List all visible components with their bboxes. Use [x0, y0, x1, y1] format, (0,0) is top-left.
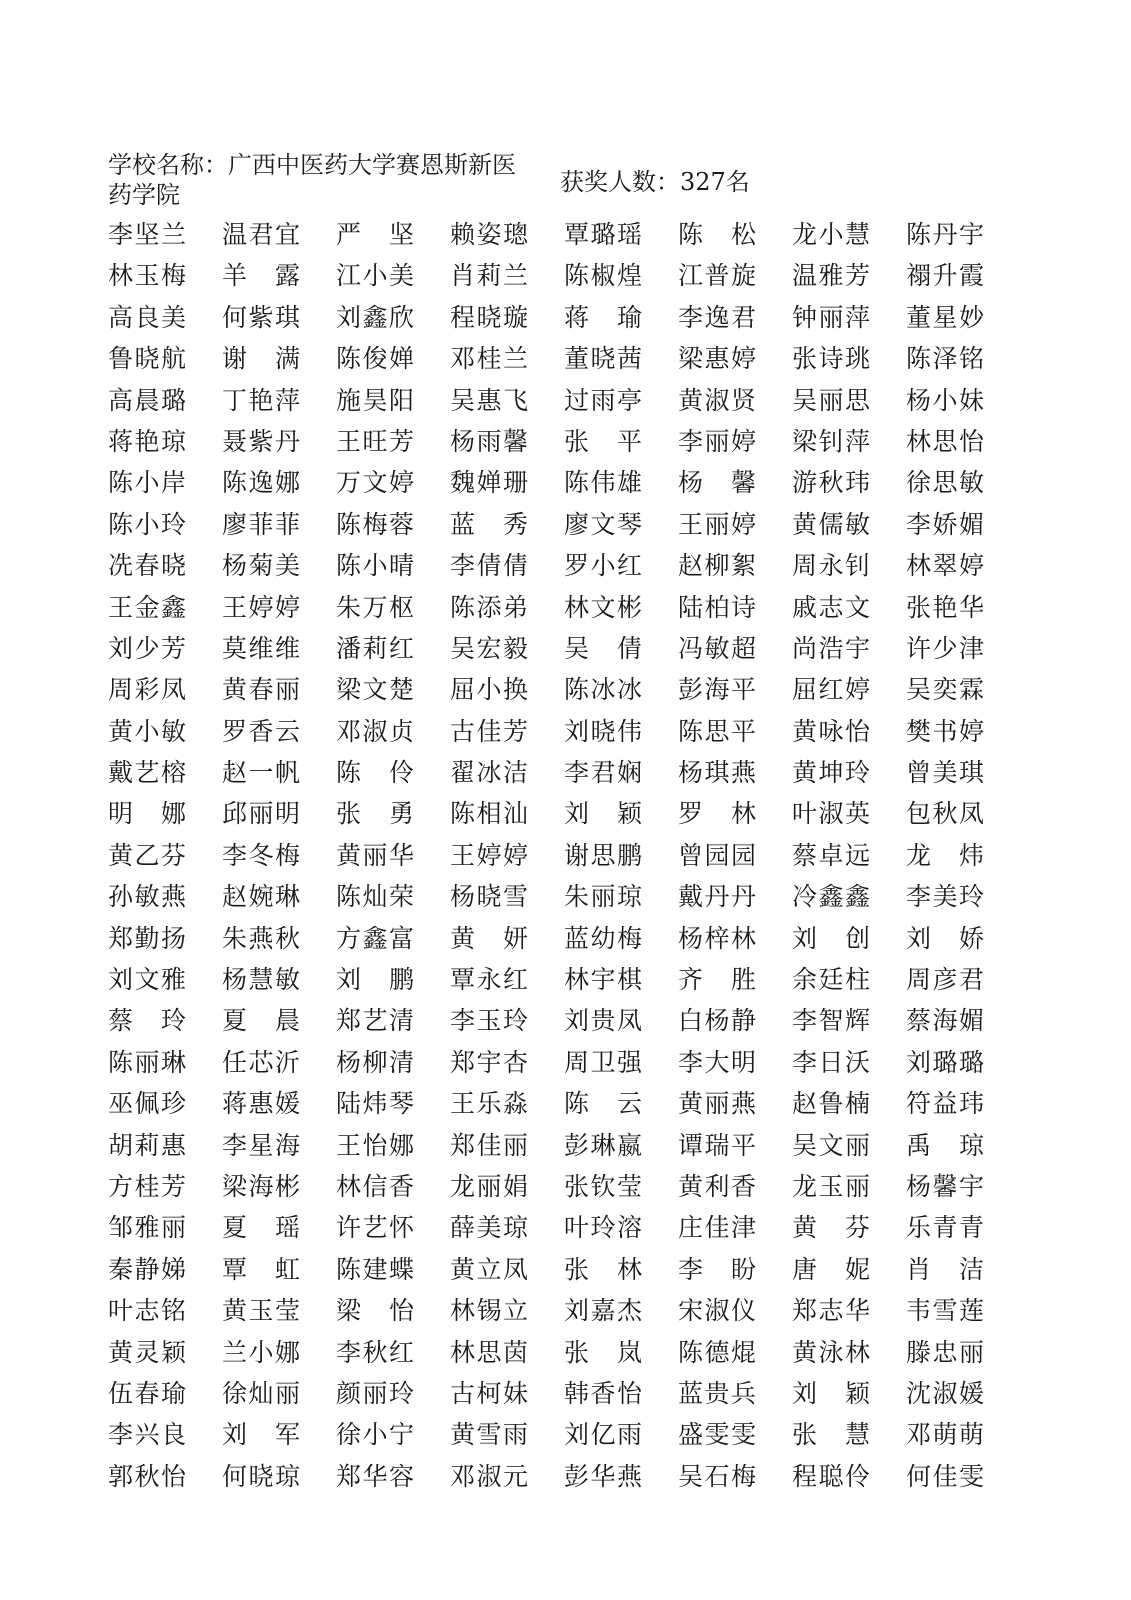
document-header: [108, 150, 1008, 214]
awardee-name: 黄咏怡: [792, 716, 870, 746]
awardee-name: 黄丽华: [336, 840, 414, 870]
awardee-name: 王丽婷: [678, 509, 756, 539]
awardee-name: 滕忠丽: [906, 1337, 984, 1367]
awardee-name: 赵柳絮: [678, 551, 756, 581]
awardee-name: 黄雪雨: [450, 1420, 528, 1450]
awardee-name: 刘 军: [222, 1420, 300, 1450]
awardee-name: 徐灿丽: [222, 1378, 300, 1408]
awardee-name: 梁海彬: [222, 1171, 300, 1201]
awardee-name: 李星海: [222, 1130, 300, 1160]
awardee-name: 肖莉兰: [450, 261, 528, 291]
awardee-name: 彭琳嬴: [564, 1130, 642, 1160]
awardee-name: 刘 颖: [792, 1378, 870, 1408]
awardee-name: 陈小玲: [108, 509, 186, 539]
awardee-name: 余廷柱: [792, 965, 870, 995]
awardee-name: 乐青青: [906, 1213, 984, 1243]
awardee-name: 肖 洁: [906, 1254, 984, 1284]
awardee-name: 温君宜: [222, 220, 300, 249]
awardee-name: 谭瑞平: [678, 1130, 756, 1160]
awardee-name: 蓝贵兵: [678, 1378, 756, 1408]
awardee-name: 郑艺清: [336, 1006, 414, 1036]
awardee-name: 郑志华: [792, 1296, 870, 1326]
awardee-name: 叶志铭: [108, 1296, 186, 1326]
awardee-name: 盛雯雯: [678, 1420, 756, 1450]
awardee-name: 王怡娜: [336, 1130, 414, 1160]
awardee-name: 吴 倩: [564, 633, 642, 663]
awardee-name: 刘 颖: [564, 799, 642, 829]
awardee-name: 郑宇杏: [450, 1047, 528, 1077]
awardee-name: 钟丽萍: [792, 302, 870, 332]
awardee-name: 董星妙: [906, 302, 984, 332]
awardee-name: 冼春晓: [108, 551, 186, 581]
awardee-name: 蔡卓远: [792, 840, 870, 870]
awardee-name: 龙小慧: [792, 220, 870, 249]
awardee-name: 许艺怀: [336, 1213, 414, 1243]
awardee-name: 蔡海媚: [906, 1006, 984, 1036]
awardee-name: 戴丹丹: [678, 882, 756, 912]
awardee-name: 赵鲁楠: [792, 1089, 870, 1119]
awardee-name: 周永钊: [792, 551, 870, 581]
awardee-name: 梁 怡: [336, 1296, 414, 1326]
awardee-name: 陈德焜: [678, 1337, 756, 1367]
awardee-name: 林宇棋: [564, 965, 642, 995]
awardee-name: 刘璐璐: [906, 1047, 984, 1077]
awardee-name: 谢思鹏: [564, 840, 642, 870]
awardee-name: 李冬梅: [222, 840, 300, 870]
awardee-name: 莫维维: [222, 633, 300, 663]
awardee-name: 罗香云: [222, 716, 300, 746]
awardee-name: 杨馨宇: [906, 1171, 984, 1201]
awardee-name: 刘鑫欣: [336, 302, 414, 332]
awardee-name: 颜丽玲: [336, 1378, 414, 1408]
awardee-name: 杨晓雪: [450, 882, 528, 912]
awardee-name: 屈小换: [450, 675, 528, 705]
awardee-name: 曾园园: [678, 840, 756, 870]
awardee-name: 林翠婷: [906, 551, 984, 581]
awardee-name: 陈伟雄: [564, 468, 642, 498]
awardee-name: 古佳芳: [450, 716, 528, 746]
awardee-name: 白杨静: [678, 1006, 756, 1036]
awardee-name: 杨小妹: [906, 385, 984, 415]
awardee-name: 黄坤玲: [792, 758, 870, 788]
awardee-name: 羊 露: [222, 261, 300, 291]
awardee-name: 戴艺榕: [108, 758, 186, 788]
awardee-name: 吴文丽: [792, 1130, 870, 1160]
awardee-name: 周彦君: [906, 965, 984, 995]
awardee-name: 陆柏诗: [678, 592, 756, 622]
awardee-name: 蒋艳琼: [108, 426, 186, 456]
awardee-name: 邓桂兰: [450, 344, 528, 374]
awardee-name: 朱万枢: [336, 592, 414, 622]
awardee-name: 施昊阳: [336, 385, 414, 415]
awardee-name: 方桂芳: [108, 1171, 186, 1201]
awardee-name: 李玉玲: [450, 1006, 528, 1036]
awardee-name: 明 娜: [108, 799, 186, 829]
awardee-name: 戚志文: [792, 592, 870, 622]
awardee-name: 陈 云: [564, 1089, 642, 1119]
awardee-name: 黄儒敏: [792, 509, 870, 539]
awardee-name: 林思怡: [906, 426, 984, 456]
awardee-name: 刘 创: [792, 923, 870, 953]
awardee-name: 李逸君: [678, 302, 756, 332]
awardee-name: 庄佳津: [678, 1213, 756, 1243]
awardee-name: 古柯妹: [450, 1378, 528, 1408]
awardee-name: 徐思敏: [906, 468, 984, 498]
awardee-name: 陆炜琴: [336, 1089, 414, 1119]
awardee-name: 何佳雯: [906, 1461, 984, 1491]
awardee-name: 宋淑仪: [678, 1296, 756, 1326]
awardee-name: 李丽婷: [678, 426, 756, 456]
awardee-name: 吴宏毅: [450, 633, 528, 663]
awardee-name: 张 岚: [564, 1337, 642, 1367]
awardee-name: 郑华容: [336, 1461, 414, 1491]
awardee-name: 张 勇: [336, 799, 414, 829]
awardee-name: 覃永红: [450, 965, 528, 995]
awardee-name: 赵婉琳: [222, 882, 300, 912]
awardee-name: 谢 满: [222, 344, 300, 374]
awardee-name: 何晓琼: [222, 1461, 300, 1491]
awardee-name: 任芯沂: [222, 1047, 300, 1077]
awardee-name: 吴奕霖: [906, 675, 984, 705]
awardee-name: 杨菊美: [222, 551, 300, 581]
awardee-name: 吴惠飞: [450, 385, 528, 415]
awardee-name: 严 坚: [336, 220, 414, 249]
awardee-name: 刘 鹏: [336, 965, 414, 995]
awardee-name: 周卫强: [564, 1047, 642, 1077]
awardee-name: 陈 松: [678, 220, 756, 249]
awardee-name: 刘晓伟: [564, 716, 642, 746]
awardee-name: 郑勤扬: [108, 923, 186, 953]
awardee-name: 许少津: [906, 633, 984, 663]
awardee-name: 蒋惠媛: [222, 1089, 300, 1119]
awardee-name: 林思茵: [450, 1337, 528, 1367]
awardee-name: 张 慧: [792, 1420, 870, 1450]
awardee-name: 王旺芳: [336, 426, 414, 456]
awardee-name: 秦静娣: [108, 1254, 186, 1284]
awardee-name: 陈建蝶: [336, 1254, 414, 1284]
awardee-name: 高良美: [108, 302, 186, 332]
awardee-name: 杨雨馨: [450, 426, 528, 456]
awardee-name: 陈泽铭: [906, 344, 984, 374]
awardee-name: 唐 妮: [792, 1254, 870, 1284]
awardee-name: 刘亿雨: [564, 1420, 642, 1450]
awardee-name: 刘贵凤: [564, 1006, 642, 1036]
awardee-name: 程聪伶: [792, 1461, 870, 1491]
awardee-name: 张钦莹: [564, 1171, 642, 1201]
awardee-name: 李秋红: [336, 1337, 414, 1367]
awardee-name: 夏 瑶: [222, 1213, 300, 1243]
awardee-name: 叶淑英: [792, 799, 870, 829]
awardee-name: 李智辉: [792, 1006, 870, 1036]
awardee-name: 邓淑贞: [336, 716, 414, 746]
awardee-name: 李 盼: [678, 1254, 756, 1284]
awardee-name: 魏婵珊: [450, 468, 528, 498]
awardee-name: 张诗珧: [792, 344, 870, 374]
awardee-name: 黄淑贤: [678, 385, 756, 415]
awardee-name: 罗 林: [678, 799, 756, 829]
awardee-name: 龙 炜: [906, 840, 984, 870]
awardee-name: 薛美琼: [450, 1213, 528, 1243]
awardee-name: 陈小岸: [108, 468, 186, 498]
award-count: 获奖人数：327名: [560, 168, 750, 196]
awardee-name: 黄玉莹: [222, 1296, 300, 1326]
awardee-name: 陈椒煌: [564, 261, 642, 291]
awardee-name: 彭海平: [678, 675, 756, 705]
awardee-name: 郭秋怡: [108, 1461, 186, 1491]
awardee-name: 李娇媚: [906, 509, 984, 539]
awardee-name: 刘 娇: [906, 923, 984, 953]
awardee-name: 巫佩珍: [108, 1089, 186, 1119]
awardee-name: 黄灵颖: [108, 1337, 186, 1367]
awardee-name: 黄泳林: [792, 1337, 870, 1367]
awardee-name: 林文彬: [564, 592, 642, 622]
awardee-name: 蓝幼梅: [564, 923, 642, 953]
awardee-name: 吴石梅: [678, 1461, 756, 1491]
awardee-name: 程晓璇: [450, 302, 528, 332]
awardee-name: 孙敏燕: [108, 882, 186, 912]
awardee-name: 刘文雅: [108, 965, 186, 995]
awardee-name: 温雅芳: [792, 261, 870, 291]
awardee-name: 黄春丽: [222, 675, 300, 705]
awardee-name: 陈思平: [678, 716, 756, 746]
awardee-name: 赵一帆: [222, 758, 300, 788]
awardee-name: 高晨璐: [108, 385, 186, 415]
awardee-name: 刘嘉杰: [564, 1296, 642, 1326]
awardee-name: 梁文楚: [336, 675, 414, 705]
school-name-line-1: 学校名称：广西中医药大学赛恩斯新医: [108, 151, 516, 179]
awardee-name: 鲁晓航: [108, 344, 186, 374]
awardee-name: 陈灿荣: [336, 882, 414, 912]
awardee-name: 聂紫丹: [222, 426, 300, 456]
awardee-name: 廖文琴: [564, 509, 642, 539]
awardee-name: 林玉梅: [108, 261, 186, 291]
awardee-name: 何紫琪: [222, 302, 300, 332]
awardee-name: 朱丽琼: [564, 882, 642, 912]
awardee-name: 杨琪燕: [678, 758, 756, 788]
awardee-name: 黄利香: [678, 1171, 756, 1201]
awardee-name: 李大明: [678, 1047, 756, 1077]
awardee-name: 陈冰冰: [564, 675, 642, 705]
awardee-name: 朱燕秋: [222, 923, 300, 953]
awardee-name: 李倩倩: [450, 551, 528, 581]
awardee-name: 李日沃: [792, 1047, 870, 1077]
awardee-name: 尚浩宇: [792, 633, 870, 663]
awardee-name: 齐 胜: [678, 965, 756, 995]
awardee-name: 冷鑫鑫: [792, 882, 870, 912]
awardee-name: 郑佳丽: [450, 1130, 528, 1160]
awardee-name: 李美玲: [906, 882, 984, 912]
awardee-name: 王金鑫: [108, 592, 186, 622]
awardee-name: 胡莉惠: [108, 1130, 186, 1160]
awardee-name: 林锡立: [450, 1296, 528, 1326]
awardee-name: 邹雅丽: [108, 1213, 186, 1243]
awardee-name: 兰小娜: [222, 1337, 300, 1367]
awardee-name: 李坚兰: [108, 220, 186, 249]
awardee-name: 梁钊萍: [792, 426, 870, 456]
awardee-name: 吴丽思: [792, 385, 870, 415]
awardee-name: 禹 琼: [906, 1130, 984, 1160]
awardee-name: 叶玲溶: [564, 1213, 642, 1243]
awardee-name: 杨慧敏: [222, 965, 300, 995]
awardee-name: 覃 虹: [222, 1254, 300, 1284]
awardee-name: 王婷婷: [222, 592, 300, 622]
awardee-name: 赖姿璁: [450, 220, 528, 249]
awardee-name: 冯敏超: [678, 633, 756, 663]
awardee-name: 覃璐瑶: [564, 220, 642, 249]
awardee-name: 韩香怡: [564, 1378, 642, 1408]
awardee-name: 沈淑媛: [906, 1378, 984, 1408]
awardee-name: 龙玉丽: [792, 1171, 870, 1201]
awardee-name: 黄乙芬: [108, 840, 186, 870]
awardee-name: 杨 馨: [678, 468, 756, 498]
awardee-name: 陈丹宇: [906, 220, 984, 249]
awardee-name: 游秋玮: [792, 468, 870, 498]
awardee-name: 陈俊婵: [336, 344, 414, 374]
awardee-name: 曾美琪: [906, 758, 984, 788]
awardee-name: 张 林: [564, 1254, 642, 1284]
awardee-name: 王乐淼: [450, 1089, 528, 1119]
awardee-name: 廖菲菲: [222, 509, 300, 539]
awardee-name: 邱丽明: [222, 799, 300, 829]
awardee-name: 禤升霞: [906, 261, 984, 291]
awardee-name: 翟冰洁: [450, 758, 528, 788]
awardee-name: 陈小晴: [336, 551, 414, 581]
awardee-name: 黄 妍: [450, 923, 528, 953]
awardee-name: 韦雪莲: [906, 1296, 984, 1326]
awardee-name: 潘莉红: [336, 633, 414, 663]
awardee-name: 万文婷: [336, 468, 414, 498]
awardee-name: 蒋 瑜: [564, 302, 642, 332]
awardee-name: 黄立凤: [450, 1254, 528, 1284]
awardee-name: 王婷婷: [450, 840, 528, 870]
awardee-name-grid: [108, 217, 1008, 1500]
awardee-name: 包秋凤: [906, 799, 984, 829]
awardee-name: 邓萌萌: [906, 1420, 984, 1450]
awardee-name: 蓝 秀: [450, 509, 528, 539]
awardee-name: 夏 晨: [222, 1006, 300, 1036]
awardee-name: 龙丽娟: [450, 1171, 528, 1201]
awardee-name: 李兴良: [108, 1420, 186, 1450]
awardee-name: 徐小宁: [336, 1420, 414, 1450]
awardee-name: 刘少芳: [108, 633, 186, 663]
awardee-name: 江普旋: [678, 261, 756, 291]
awardee-name: 董晓茜: [564, 344, 642, 374]
school-name: [108, 150, 560, 210]
awardee-name: 周彩凤: [108, 675, 186, 705]
awardee-name: 张 平: [564, 426, 642, 456]
awardee-name: 伍春瑜: [108, 1378, 186, 1408]
awardee-name: 陈梅蓉: [336, 509, 414, 539]
awardee-name: 过雨亭: [564, 385, 642, 415]
awardee-name: 屈红婷: [792, 675, 870, 705]
awardee-name: 张艳华: [906, 592, 984, 622]
awardee-name: 杨柳清: [336, 1047, 414, 1077]
awardee-name: 陈逸娜: [222, 468, 300, 498]
awardee-name: 江小美: [336, 261, 414, 291]
awardee-name: 陈添弟: [450, 592, 528, 622]
awardee-name: 符益玮: [906, 1089, 984, 1119]
awardee-name: 陈丽琳: [108, 1047, 186, 1077]
awardee-name: 黄小敏: [108, 716, 186, 746]
awardee-name: 李君娴: [564, 758, 642, 788]
awardee-name: 樊书婷: [906, 716, 984, 746]
awardee-name: 黄 芬: [792, 1213, 870, 1243]
awardee-name: 罗小红: [564, 551, 642, 581]
awardee-name: 蔡 玲: [108, 1006, 186, 1036]
awardee-name: 杨梓林: [678, 923, 756, 953]
school-name-line-2: 药学院: [108, 181, 180, 209]
awardee-name: 彭华燕: [564, 1461, 642, 1491]
awardee-name: 陈 伶: [336, 758, 414, 788]
awardee-name: 林信香: [336, 1171, 414, 1201]
awardee-name: 丁艳萍: [222, 385, 300, 415]
awardee-name: 邓淑元: [450, 1461, 528, 1491]
awardee-name: 黄丽燕: [678, 1089, 756, 1119]
awardee-name: 陈相汕: [450, 799, 528, 829]
awardee-name: 梁惠婷: [678, 344, 756, 374]
awardee-name: 方鑫富: [336, 923, 414, 953]
